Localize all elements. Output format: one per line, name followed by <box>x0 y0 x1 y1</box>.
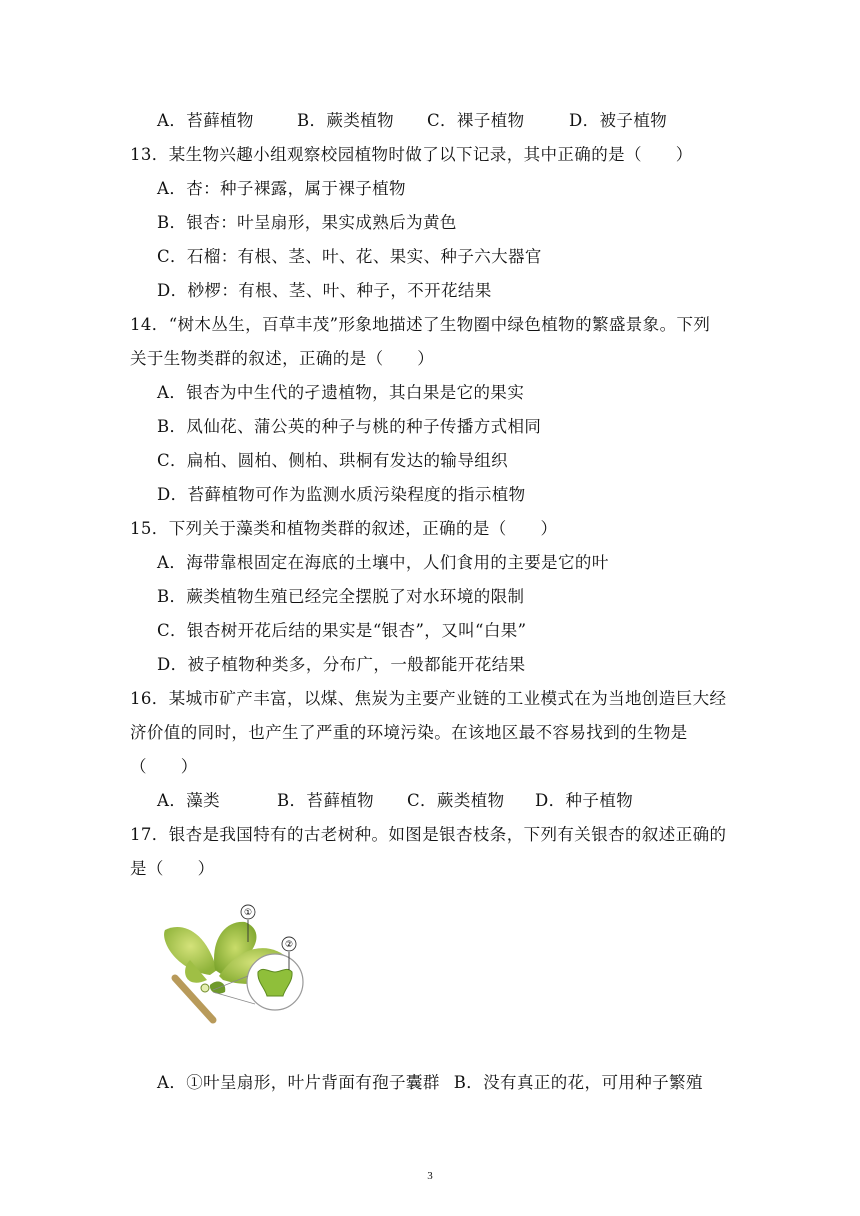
q13-option-b: B．银杏：叶呈扇形，果实成熟后为黄色 <box>157 213 457 232</box>
ovule <box>201 984 209 992</box>
q13-stem: 13．某生物兴趣小组观察校园植物时做了以下记录，其中正确的是（ ） <box>130 145 693 164</box>
q17-stem-line1: 17．银杏是我国特有的古老树种。如图是银杏枝条，下列有关银杏的叙述正确的 <box>130 825 727 844</box>
q16-option-d: D．种子植物 <box>535 791 634 810</box>
q12-option-c: C．裸子植物 <box>427 111 525 130</box>
q12-option-d: D．被子植物 <box>569 111 668 130</box>
q14-option-a: A．银杏为中生代的孑遗植物，其白果是它的果实 <box>157 383 525 402</box>
page-number: 3 <box>427 1170 433 1182</box>
q17-options <box>157 1072 703 1094</box>
q12-option-b: B．蕨类植物 <box>297 111 395 130</box>
q16-option-a: A．藻类 <box>157 791 221 810</box>
q15-option-d: D．被子植物种类多，分布广，一般都能开花结果 <box>157 655 526 674</box>
q14-stem-line1: 14．“树木丛生，百草丰茂”形象地描述了生物圈中绿色植物的繁盛景象。下列 <box>130 315 711 334</box>
q13-option-c: C．石榴：有根、茎、叶、花、果实、种子六大器官 <box>157 247 542 266</box>
label-1: ① <box>243 908 253 918</box>
label-2: ② <box>284 940 294 950</box>
q14-option-c: C．扁柏、圆柏、侧柏、珙桐有发达的输导组织 <box>157 451 509 470</box>
ginkgo-branch-figure <box>155 900 315 1030</box>
q16-option-b: B．苔藓植物 <box>277 791 375 810</box>
q16-option-c: C．蕨类植物 <box>407 791 505 810</box>
q14-stem-line2: 关于生物类群的叙述，正确的是（ ） <box>130 349 435 368</box>
q14-option-b: B．凤仙花、蒲公英的种子与桃的种子传播方式相同 <box>157 417 542 436</box>
q16-stem-line1: 16．某城市矿产丰富，以煤、焦炭为主要产业链的工业模式在为当地创造巨大经 <box>130 689 727 708</box>
q17-option-a: A．①叶呈扇形，叶片背面有孢子囊群 <box>157 1073 440 1092</box>
q17-stem-line2: 是（ ） <box>130 859 215 878</box>
q16-options <box>157 790 633 812</box>
q12-option-a: A．苔藓植物 <box>157 111 254 130</box>
q14-option-d: D．苔藓植物可作为监测水质污染程度的指示植物 <box>157 485 526 504</box>
q12-options <box>157 110 667 132</box>
q16-stem-line3: （ ） <box>130 757 198 776</box>
q13-option-a: A．杏：种子裸露，属于裸子植物 <box>157 179 406 198</box>
q15-option-c: C．银杏树开花后结的果实是“银杏”，又叫“白果” <box>157 621 527 640</box>
q16-stem-line2: 济价值的同时，也产生了严重的环境污染。在该地区最不容易找到的生物是 <box>130 723 688 742</box>
leaf-bud <box>210 981 225 993</box>
q15-stem: 15．下列关于藻类和植物类群的叙述，正确的是（ ） <box>130 519 558 538</box>
q13-option-d: D．桫椤：有根、茎、叶、种子，不开花结果 <box>157 281 492 300</box>
q15-option-b: B．蕨类植物生殖已经完全摆脱了对水环境的限制 <box>157 587 525 606</box>
q17-option-b: B．没有真正的花，可用种子繁殖 <box>453 1073 703 1092</box>
q15-option-a: A．海带靠根固定在海底的土壤中，人们食用的主要是它的叶 <box>157 553 609 572</box>
